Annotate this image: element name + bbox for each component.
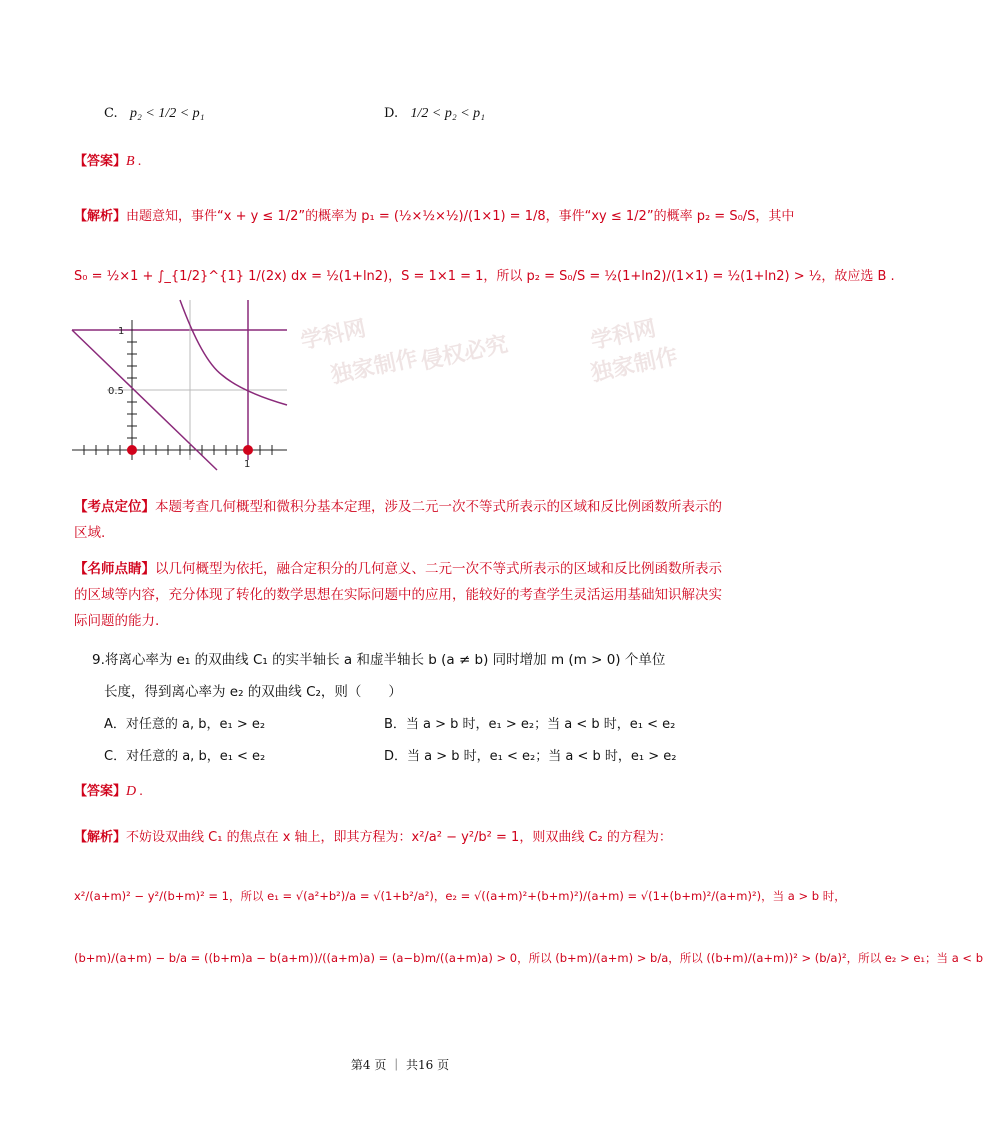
- analysis-2-line-2: x²/(a+m)² − y²/(b+m)² = 1，所以 e₁ = √(a²+b²)/a = √(1+b²/a²)，e₂ = √((a+m)²+(b+m)²)/(a+m) = √(1+(b+m)²/(a+m)²)，当 a > b 时，: [74, 889, 846, 903]
- q9-option-a: A．对任意的 a, b，e₁ > e₂: [104, 717, 266, 732]
- analysis-2-line-1: 【解析】不妨设双曲线 C₁ 的焦点在 x 轴上，即其方程为：x²/a² − y²/b² = 1，则双曲线 C₂ 的方程为：: [74, 830, 672, 845]
- ytick-05: 0.5: [108, 386, 124, 397]
- mingshi-paragraph: 【名师点睛】以几何概型为依托，融合定积分的几何意义、二元一次不等式所表示的区域和反比例函数所表示的区域等内容，充分体现了转化的数学思想在实际问题中的应用，能较好的考查学生灵活运用基础知识解决实际问题的能力.: [74, 561, 722, 629]
- option-c-expr: p₂ < 1/2 < p₁: [130, 106, 205, 121]
- watermark-text: 独家制作: [588, 344, 681, 387]
- page-footer: 第4 页 ｜ 共16 页: [350, 1058, 450, 1072]
- point-origin: [127, 445, 137, 455]
- analysis-1-line-2: S₀ = ½×1 + ∫_{1/2}^{1} 1/(2x) dx = ½(1+ln2)，S = 1×1 = 1，所以 p₂ = S₀/S = ½(1+ln2)/(1×1) = ½(1+ln2) > ½，故应选 B .: [74, 269, 895, 284]
- region-graph: [72, 300, 292, 470]
- analysis-2-line-3: (b+m)/(a+m) − b/a = ((b+m)a − b(a+m))/((a+m)a) = (a−b)m/((a+m)a) > 0，所以 (b+m)/(a+m) > b/a，所以 ((b+m)/(a+m))² > (b/a)²，所以 e₂ > e₁；当 a < b: [74, 951, 983, 965]
- q9-option-c: C．对任意的 a, b，e₁ < e₂: [104, 749, 266, 764]
- watermark-text: 侵权必究: [418, 332, 511, 375]
- option-d-expr: 1/2 < p₂ < p₁: [410, 106, 486, 121]
- watermark-text: 学科网: [588, 316, 659, 355]
- answer-2: 【答案】D .: [74, 784, 144, 799]
- q9-option-d: D．当 a > b 时，e₁ < e₂；当 a < b 时，e₁ > e₂: [384, 749, 677, 764]
- q9-stem-line-1: 9.将离心率为 e₁ 的双曲线 C₁ 的实半轴长 a 和虚半轴长 b (a ≠ b) 同时增加 m (m > 0) 个单位: [92, 652, 666, 668]
- xtick-1: 1: [244, 459, 251, 470]
- q9-stem-line-2: 长度，得到离心率为 e₂ 的双曲线 C₂，则（ ）: [104, 684, 402, 700]
- watermark-text: 独家制作: [328, 346, 421, 389]
- option-d: D. 1/2 < p₂ < p₁: [384, 106, 486, 121]
- ytick-1: 1: [118, 326, 125, 337]
- kaodian-paragraph: 【考点定位】本题考查几何概型和微积分基本定理，涉及二元一次不等式所表示的区域和反比例函数所表示的区域.: [74, 499, 722, 541]
- answer-1: 【答案】B .: [74, 154, 142, 169]
- option-c: C. p₂ < 1/2 < p₁: [104, 106, 205, 121]
- point-x1: [243, 445, 253, 455]
- q9-option-b: B．当 a > b 时，e₁ > e₂；当 a < b 时，e₁ < e₂: [384, 717, 676, 732]
- watermark-text: 学科网: [298, 316, 369, 355]
- analysis-1-line-1: 【解析】由题意知，事件“x + y ≤ 1/2”的概率为 p₁ = (½×½×½)/(1×1) = 1/8，事件“xy ≤ 1/2”的概率 p₂ = S₀/S，其中: [74, 209, 795, 224]
